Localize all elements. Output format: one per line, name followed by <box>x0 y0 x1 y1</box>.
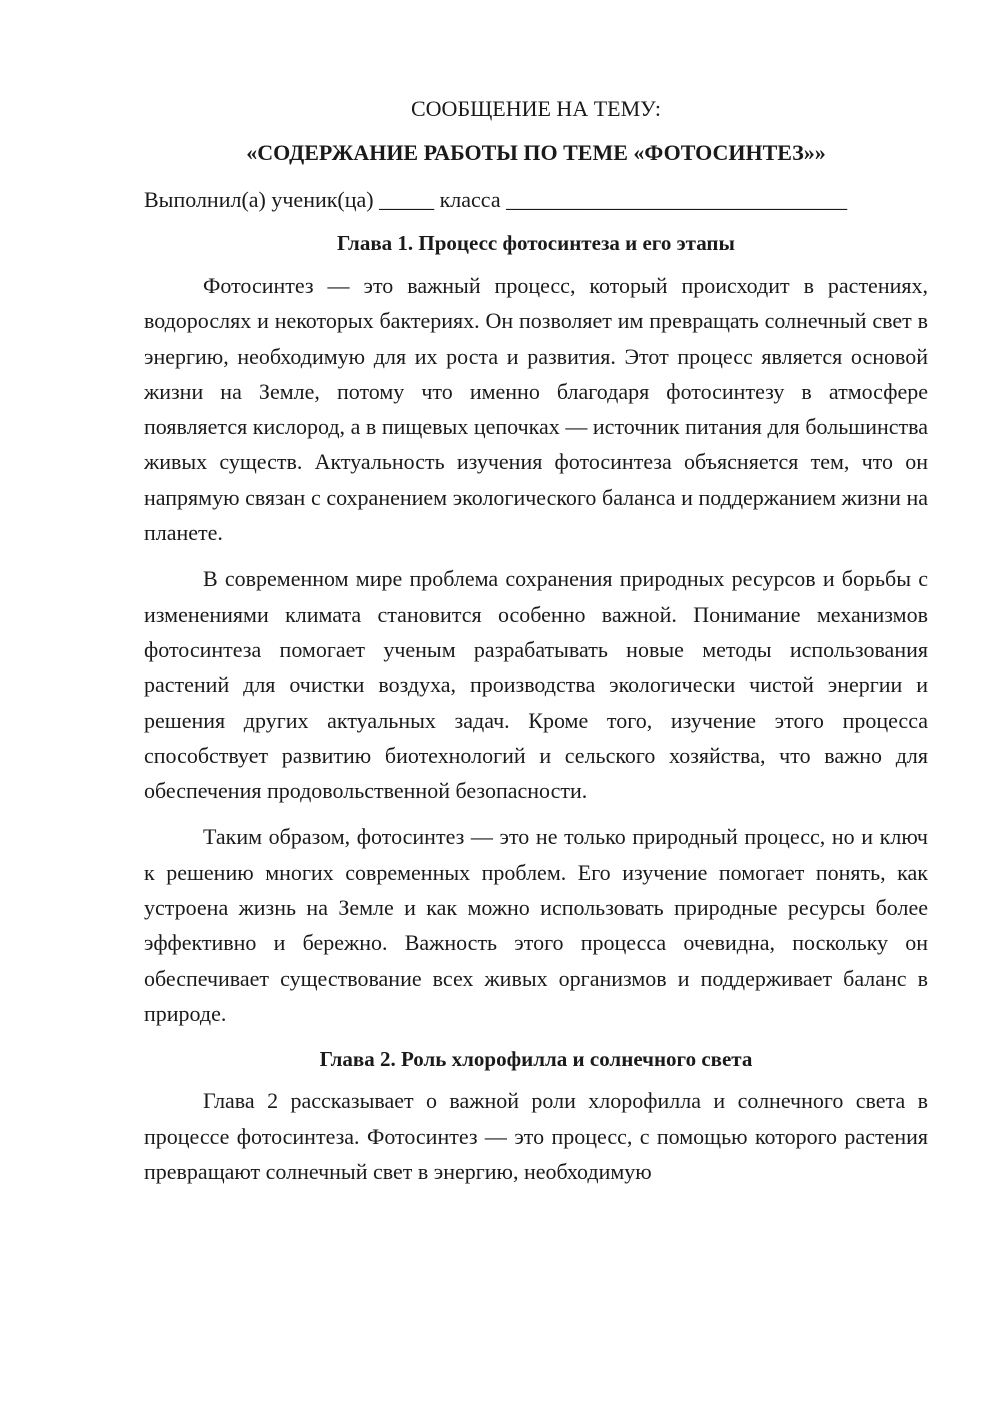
chapter-1-title: Глава 1. Процесс фотосинтеза и его этапы <box>337 231 735 255</box>
chapter-1-paragraph-1: Фотосинтез — это важный процесс, который происходит в растениях, водорослях и некоторых бактериях. Он позволяет им превращать солнечный свет в энергию, необходимую для их роста и развития. Этот процесс является основой жизни на Земле, потому что именно благодаря фотосинтезу в атмосфере появляется кислород, а в пищевых цепочках — источник питания для большинства живых существ. Актуальность изучения фотосинтеза объясняется тем, что он напрямую связан с сохранением экологического баланса и поддержанием жизни на планете. <box>144 273 928 546</box>
chapter-1-paragraph-2: В современном мире проблема сохранения природных ресурсов и борьбы с изменениями климата становится особенно важной. Понимание механизмов фотосинтеза помогает ученым разрабатывать новые методы использования растений для очистки воздуха, производства экологически чистой энергии и решения других актуальных задач. Кроме того, изучение этого процесса способствует развитию биотехнологий и сельского хозяйства, что важно для обеспечения продовольственной безопасности. <box>144 566 928 804</box>
chapter-2-paragraph-1: Глава 2 рассказывает о важной роли хлорофилла и солнечного света в процессе фотосинтеза. Фотосинтез — это процесс, с помощью которого растения превращают солнечный свет в энергию, необходимую <box>144 1088 928 1184</box>
document-title: «СОДЕРЖАНИЕ РАБОТЫ ПО ТЕМЕ «ФОТОСИНТЕЗ»» <box>246 140 826 165</box>
chapter-1-paragraph-3: Таким образом, фотосинтез — это не только природный процесс, но и ключ к решению многих современных проблем. Его изучение помогает понять, как устроена жизнь на Земле и как можно использовать природные ресурсы более эффективно и бережно. Важность этого процесса очевидна, поскольку он обеспечивает существование всех живых организмов и поддерживает баланс в природе. <box>144 824 928 1026</box>
chapter-2-title: Глава 2. Роль хлорофилла и солнечного света <box>319 1047 753 1072</box>
document-page <box>144 92 928 1200</box>
document-heading: СООБЩЕНИЕ НА ТЕМУ: <box>411 96 661 121</box>
author-line: Выполнил(а) ученик(ца) _____ класса _______________________________ <box>144 187 848 212</box>
